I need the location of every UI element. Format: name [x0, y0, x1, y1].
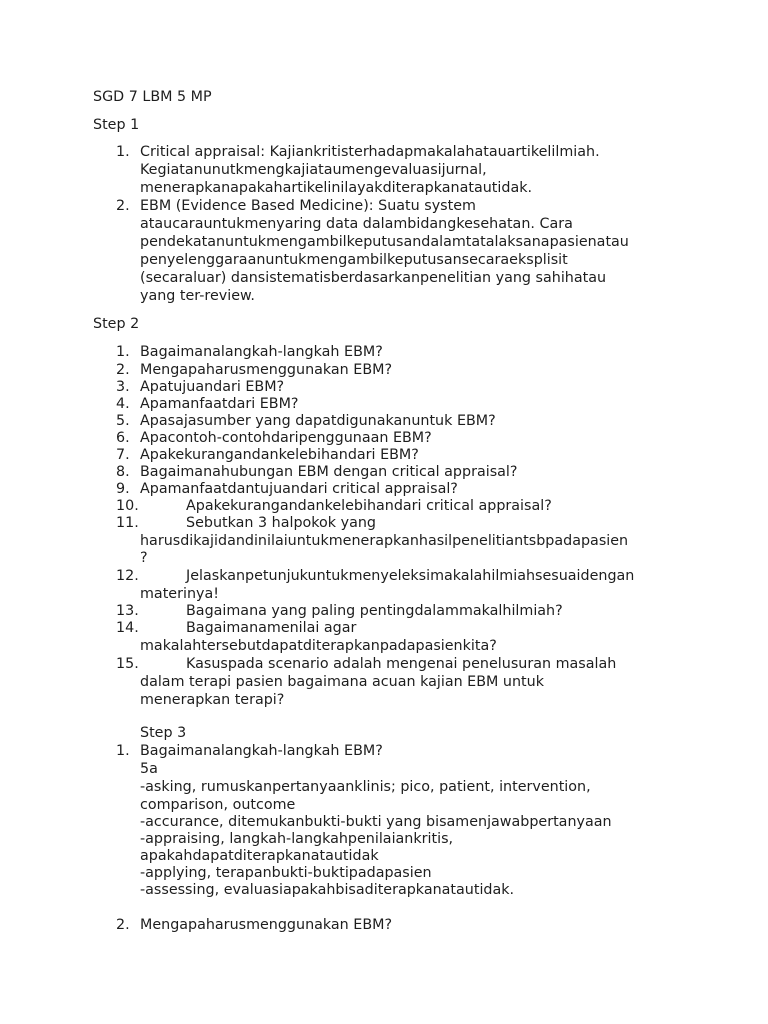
step2-item-text: Bagaimanalangkah-langkah EBM? [140, 344, 383, 360]
step2-item-text: dalam terapi pasien bagaimana acuan kajian EBM untuk [140, 674, 544, 690]
step2-item-number: 3. [116, 379, 130, 395]
step2-item-number: 2. [116, 362, 130, 378]
step1-item-2-number: 2. [116, 198, 130, 214]
step2-item-text: materinya! [140, 586, 219, 602]
step2-item-text: Apakekurangandankelebihandari EBM? [140, 447, 419, 463]
step3-item-number: 2. [116, 917, 130, 933]
step2-item-text: Apasajasumber yang dapatdigunakanuntuk EBM? [140, 413, 496, 429]
step2-item-text: Bagaimanamenilai agar [186, 620, 357, 636]
step1-item-1-line: Critical appraisal: Kajiankritisterhadapmakalahatauartikelilmiah. [140, 144, 600, 160]
step2-item-text: menerapkan terapi? [140, 692, 285, 708]
step1-item-2-line: ataucarauntukmenyaring data dalambidangkesehatan. Cara [140, 216, 573, 232]
step2-item-text: ? [140, 550, 148, 566]
step2-item-text: Jelaskanpetunjukuntukmenyeleksimakalahilmiahsesuaidengan [186, 568, 635, 584]
step3-item-text: 5a [140, 761, 158, 777]
step2-item-text: makalahtersebutdapatditerapkanpadapasienkita? [140, 638, 497, 654]
step2-item-text: Mengapaharusmenggunakan EBM? [140, 362, 393, 378]
step2-item-text: Apakekurangandankelebihandari critical appraisal? [186, 498, 552, 514]
step1-item-1-line: menerapkanapakahartikelinilayakditerapkanatautidak. [140, 180, 533, 196]
step3-item-text: -assessing, evaluasiapakahbisaditerapkanatautidak. [140, 882, 515, 898]
step2-item-text: harusdikajidandinilaiuntukmenerapkanhasilpenelitiantsbpadapasien [140, 533, 629, 549]
step2-item-number: 6. [116, 430, 130, 446]
step2-item-number: 8. [116, 464, 130, 480]
step2-item-number: 10. [116, 498, 139, 514]
step3-item-text: -asking, rumuskanpertanyaanklinis; pico, patient, intervention, [140, 779, 591, 795]
step2-item-number: 13. [116, 603, 139, 619]
step3-item-text: Mengapaharusmenggunakan EBM? [140, 917, 393, 933]
step2-heading: Step 2 [93, 316, 140, 332]
step3-item-text: -appraising, langkah-langkahpenilaiankritis, [140, 831, 454, 847]
step2-item-number: 9. [116, 481, 130, 497]
step2-item-text: Sebutkan 3 halpokok yang [186, 515, 376, 531]
step1-item-2-line: penyelenggaraanuntukmengambilkeputusansecaraeksplisit [140, 252, 568, 268]
step2-item-number: 7. [116, 447, 130, 463]
step1-item-2-line: pendekatanuntukmengambilkeputusandalamtatalaksanapasienatau [140, 234, 629, 250]
step3-item-text: -applying, terapanbukti-buktipadapasien [140, 865, 432, 881]
step2-item-text: Apacontoh-contohdaripenggunaan EBM? [140, 430, 432, 446]
step1-item-2-line: EBM (Evidence Based Medicine): Suatu system [140, 198, 476, 214]
step2-item-text: Bagaimana yang paling pentingdalammakalhilmiah? [186, 603, 563, 619]
step2-item-number: 5. [116, 413, 130, 429]
step1-item-2-line: (secaraluar) dansistematisberdasarkanpenelitian yang sahihatau [140, 270, 607, 286]
step2-item-text: Apatujuandari EBM? [140, 379, 285, 395]
step1-item-1-line: Kegiatanunutkmengkajiataumengevaluasijurnal, [140, 162, 487, 178]
document-title: SGD 7 LBM 5 MP [93, 89, 212, 105]
step3-item-text: -accurance, ditemukanbukti-bukti yang bisamenjawabpertanyaan [140, 814, 612, 830]
step2-item-number: 14. [116, 620, 139, 636]
step3-item-text: comparison, outcome [140, 797, 296, 813]
step3-item-text: Bagaimanalangkah-langkah EBM? [140, 743, 383, 759]
step2-item-number: 1. [116, 344, 130, 360]
step2-item-number: 12. [116, 568, 139, 584]
step2-item-text: Apamanfaatdari EBM? [140, 396, 299, 412]
step1-item-2-line: yang ter-review. [140, 288, 255, 304]
step2-item-number: 4. [116, 396, 130, 412]
step1-heading: Step 1 [93, 117, 140, 133]
step2-item-number: 15. [116, 656, 139, 672]
step3-item-number: 1. [116, 743, 130, 759]
step3-heading: Step 3 [140, 725, 187, 741]
step3-item-text: apakahdapatditerapkanatautidak [140, 848, 379, 864]
step2-item-text: Kasuspada scenario adalah mengenai penelusuran masalah [186, 656, 617, 672]
step2-item-text: Apamanfaatdantujuandari critical appraisal? [140, 481, 458, 497]
step2-item-number: 11. [116, 515, 139, 531]
step2-item-text: Bagaimanahubungan EBM dengan critical appraisal? [140, 464, 518, 480]
step1-item-1-number: 1. [116, 144, 130, 160]
